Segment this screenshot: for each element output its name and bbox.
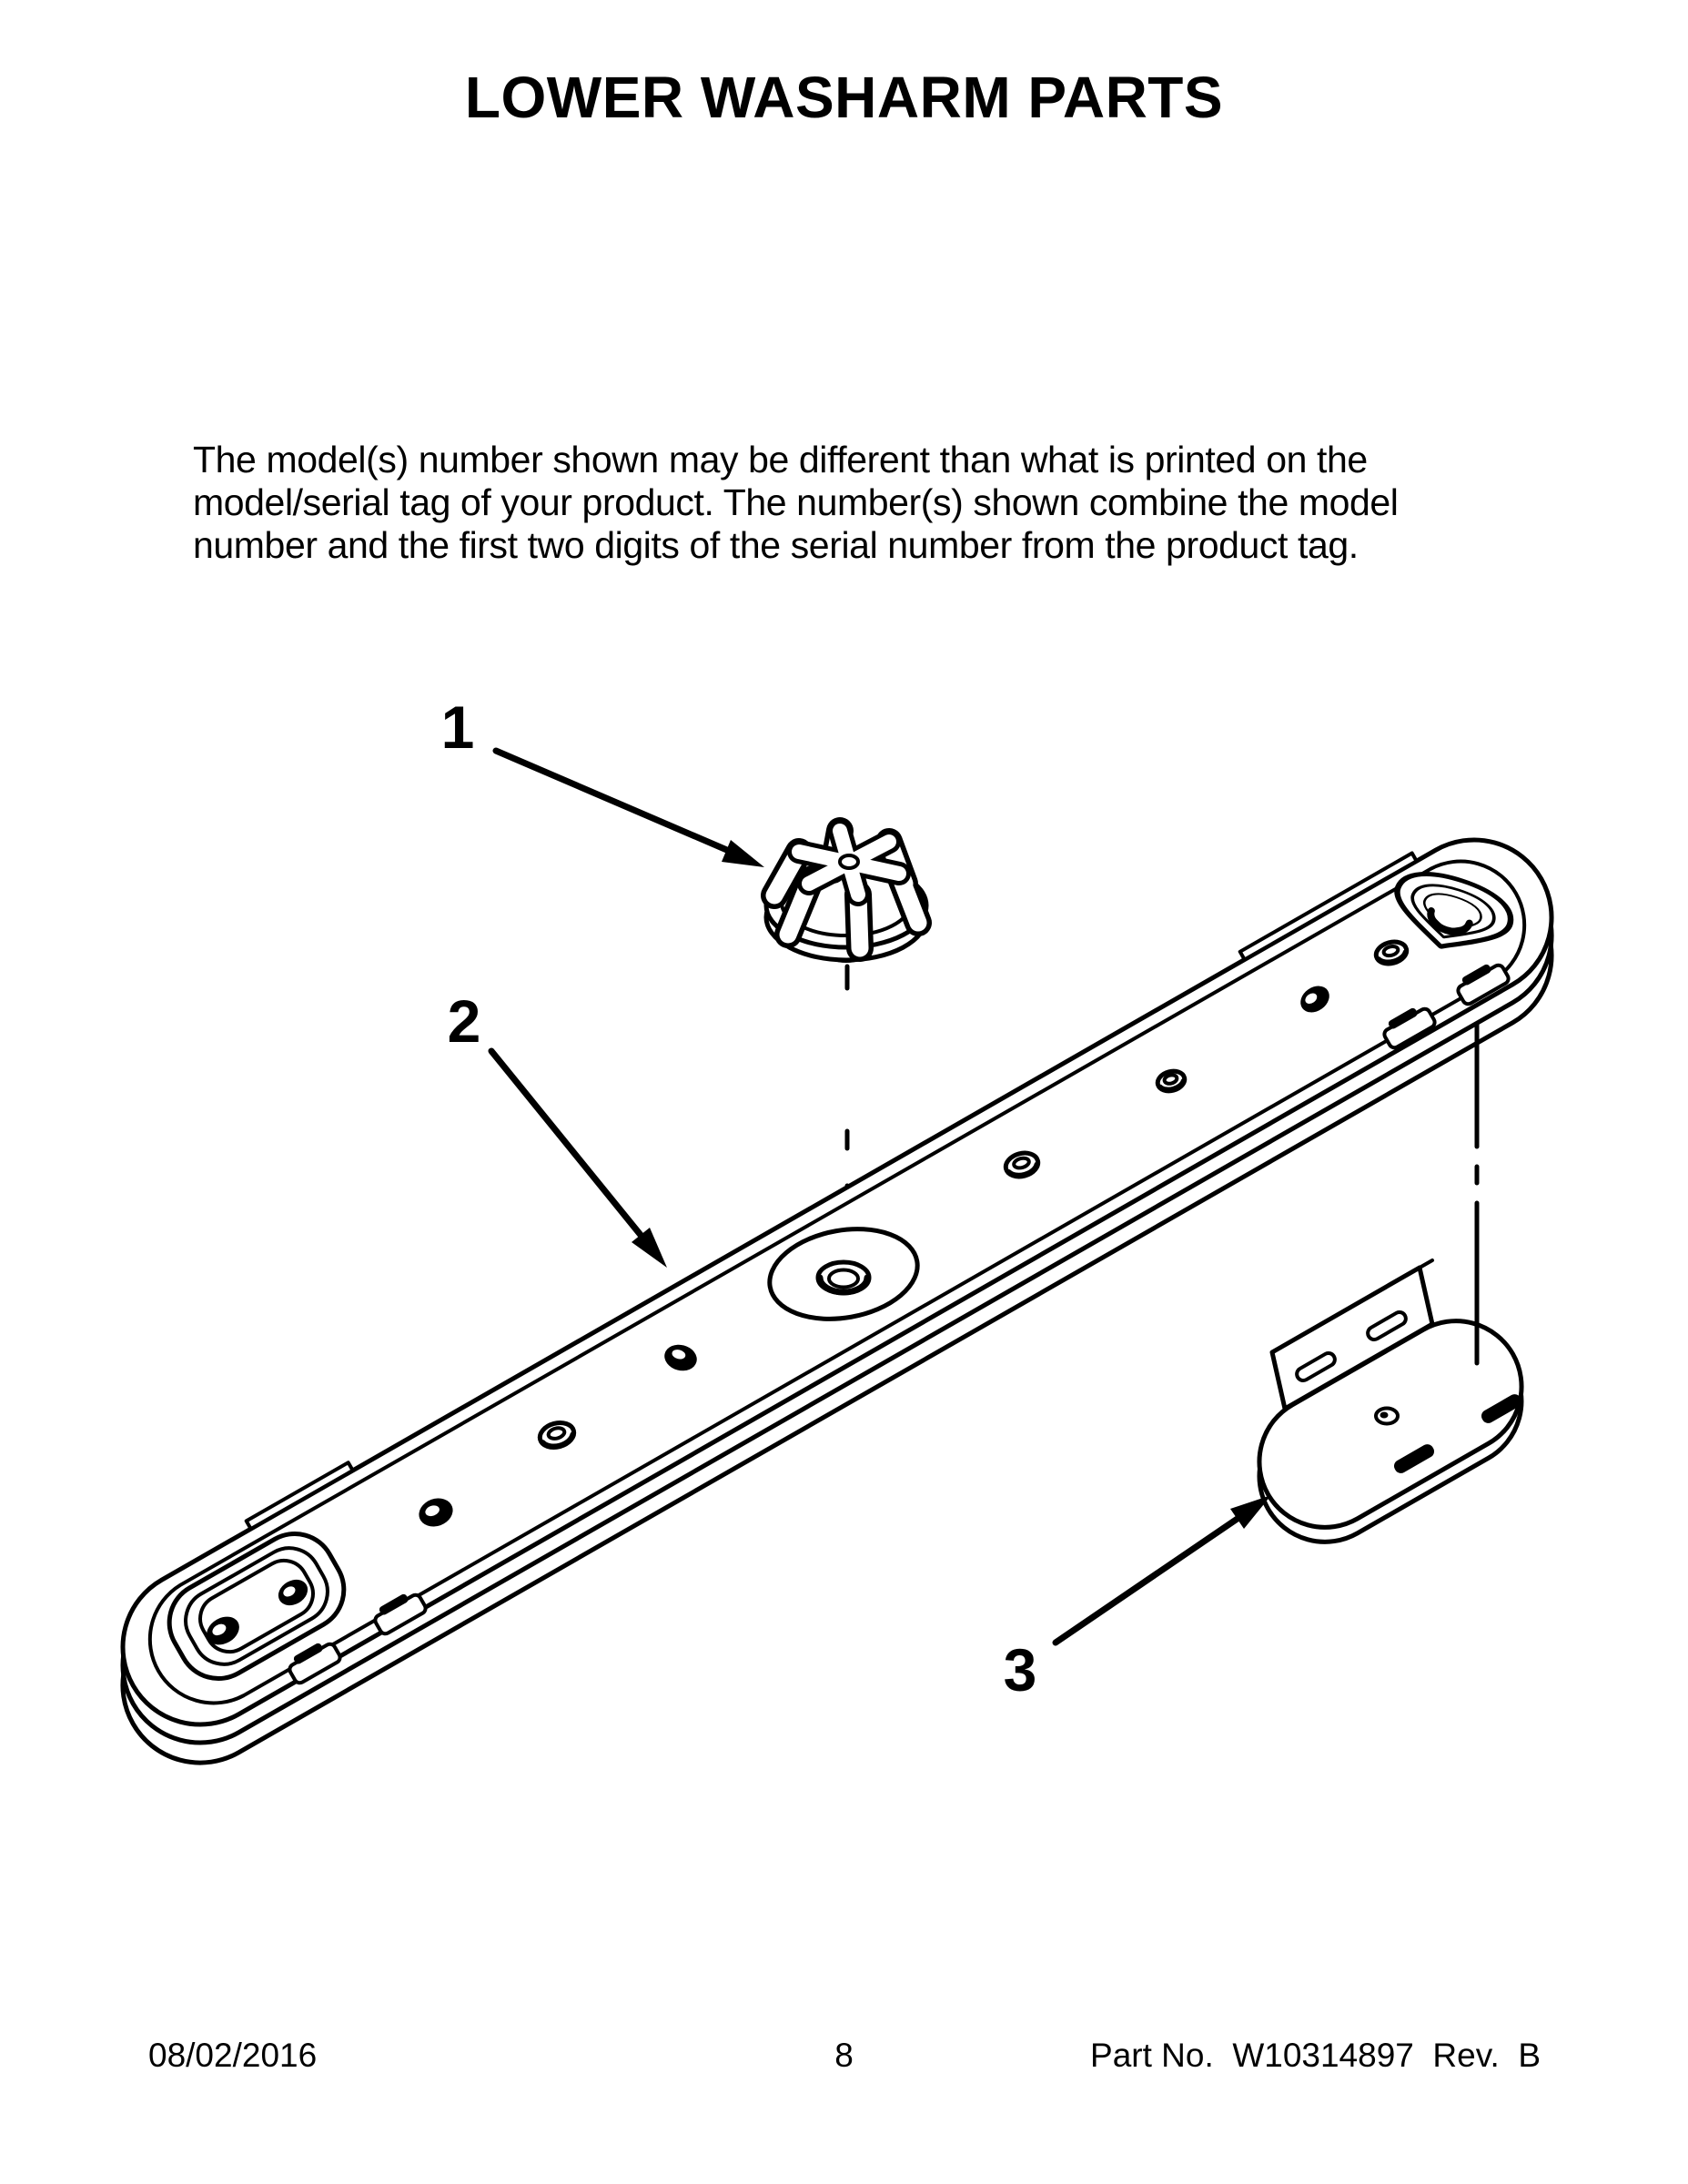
note-line-2: model/serial tag of your product. The number(s) shown combine the model xyxy=(193,481,1399,523)
footer-date: 08/02/2016 xyxy=(148,2037,318,2074)
callout-2-label: 2 xyxy=(447,987,481,1055)
note-line-1: The model(s) number shown may be different than what is printed on the xyxy=(193,439,1368,480)
page-title: LOWER WASHARM PARTS xyxy=(464,65,1224,130)
wash-arm-nut-drawing xyxy=(766,831,926,961)
footer-page-number: 8 xyxy=(834,2037,854,2074)
callout-1-label: 1 xyxy=(440,693,475,761)
support-bracket-drawing xyxy=(1259,1260,1524,1542)
callout-2-arrow xyxy=(491,1051,667,1268)
callout-3-label: 3 xyxy=(1003,1636,1037,1704)
page-footer xyxy=(0,2037,1688,2184)
note-line-3: number and the first two digits of the serial number from the product tag. xyxy=(193,524,1359,566)
lower-wash-arm-drawing xyxy=(123,840,1552,1763)
callout-1-arrow xyxy=(496,751,764,867)
callout-3-arrow xyxy=(1056,1495,1271,1643)
footer-part-number: Part No. W10314897 Rev. B xyxy=(1090,2037,1541,2074)
